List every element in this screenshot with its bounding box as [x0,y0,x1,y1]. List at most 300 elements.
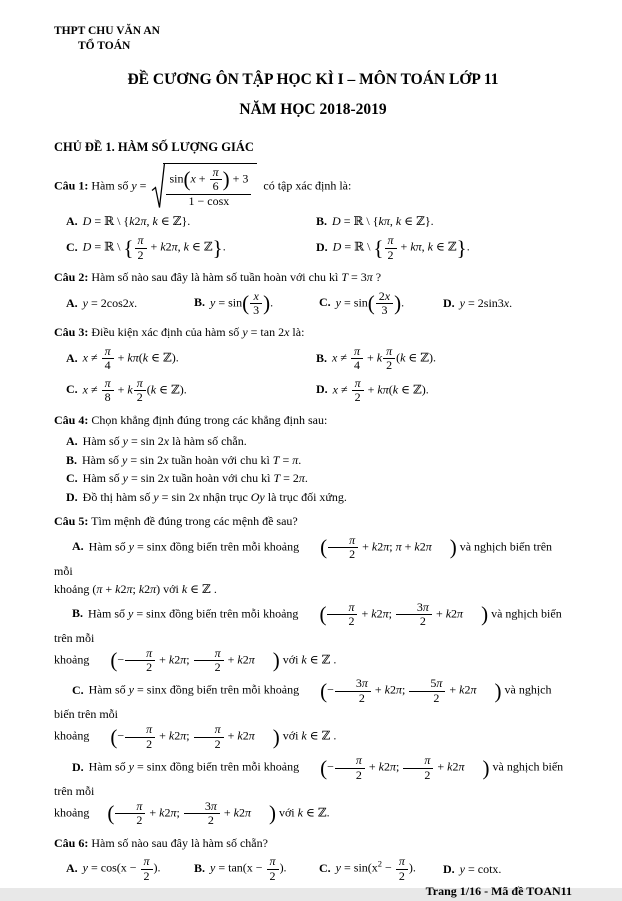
math-var: x [82,382,88,397]
denominator [166,195,251,208]
math-var: x [253,288,259,303]
answer-option [316,377,572,405]
math-var: k [237,652,243,667]
fraction [384,234,398,262]
big-paren: ( [367,291,375,316]
denominator [335,692,371,705]
text-run: 2 [146,659,153,674]
math-var: T [341,270,348,285]
big-paren: } [456,235,467,260]
text-run: = 3 [348,270,367,285]
text-run: 8 [104,390,111,405]
text-run: có tập xác định là: [260,178,352,193]
math-var: π [248,652,255,667]
big-paren: ( [320,678,328,703]
answer-option [319,855,443,883]
math-var: k [160,240,166,255]
text-run: Tìm mệnh đề đúng trong các mệnh đề sau? [91,514,298,529]
text-run: 2 [146,736,153,751]
text-run: . [466,240,470,255]
text-run: ; [176,805,183,820]
big-paren: ( [110,647,118,672]
text-run: + [224,652,238,667]
option-label: C. [66,471,78,486]
text-run: 2 [242,652,249,667]
option-label: B. [194,295,206,310]
text-run: Hàm số nào sau đây là hàm số chẵn? [91,835,268,850]
question-block [54,324,572,404]
math-var: k [400,350,406,365]
text-run: = sin 2 [128,434,164,448]
text-run: = sinx đồng biến trên mỗi khoảng [134,759,303,774]
text-run: + [147,240,161,255]
answer-option [54,754,572,828]
math-var: y [335,860,341,875]
option-label: B. [316,213,328,228]
text-run: ). [279,860,287,875]
big-paren: ( [183,167,191,192]
answer-option [316,213,572,230]
text-run: + [364,382,378,397]
text-run: 2 [144,581,151,596]
text-run: 2 [242,728,249,743]
text-run: 2 [424,767,431,782]
fraction [402,754,434,782]
fraction [395,601,433,629]
text-run: + [156,728,169,743]
math-var: x [503,295,510,310]
denominator [352,391,364,404]
answer-option [443,295,572,312]
big-paren: ( [320,535,328,560]
option-label: D. [72,759,84,774]
math-var: π [348,599,355,614]
numerator [125,723,155,737]
text-run: ∈ ℤ}. [401,213,434,228]
text-run: tuần hoàn với chu kì [169,471,274,486]
denominator [409,692,445,705]
math-var: π [395,539,402,554]
text-run: − [327,759,334,774]
text-run: . [222,240,226,255]
math-var: π [396,683,403,698]
denominator [403,769,433,782]
text-run: ∈ ℤ . [306,652,337,667]
text-run: 2 [214,736,221,751]
denominator [250,304,262,317]
denominator [328,548,358,561]
math-var: y [128,683,134,698]
math-var: π [96,581,103,596]
text-run: 2 [269,868,276,883]
math-var: k [168,652,175,667]
denominator [125,738,155,751]
math-var: k [142,350,149,365]
numerator [352,377,364,391]
question-number: Câu 2: [54,270,89,285]
math-var: π [214,722,221,737]
text-run: , [389,213,396,228]
text-run: 2 [238,805,245,820]
big-paren: { [123,235,134,260]
math-var: π [424,753,431,768]
numerator [327,601,357,615]
text-run: 5 [430,676,437,691]
answer-option [54,432,572,451]
math-var: y [122,434,128,448]
numerator [396,855,408,869]
text-run: ). [153,860,161,875]
denominator [396,615,432,628]
math-var: π [470,683,477,698]
denominator [376,304,393,317]
text-run: ≠ [337,350,350,365]
text-run: Đồ thị hàm số [82,489,154,504]
text-run: 2 [214,659,221,674]
text-run: và nghịch biến trên mỗi [54,683,552,722]
text-run: Hàm số [82,471,123,486]
question-block [54,513,572,828]
numerator [396,601,432,615]
fraction [334,754,366,782]
question-stem [54,163,572,210]
option-label: A. [66,434,78,448]
text-run: = tan 2 [247,325,285,340]
numerator [335,754,365,768]
text-run: với [279,728,302,743]
fraction [334,677,372,705]
text-run: + [146,805,160,820]
math-var: y [128,759,134,774]
math-var: x [82,350,88,365]
options-grid [54,290,572,318]
text-run: = cotx. [465,861,502,876]
text-run: 2 [390,683,396,698]
text-run: ; [396,759,403,774]
answer-option [54,488,572,507]
fraction [124,723,156,751]
text-run: là hàm số chẵn. [169,434,247,448]
text-run: Hàm số [82,452,123,467]
text-run: Hàm số [88,606,129,621]
math-var: y [210,295,216,310]
option-label: D. [443,861,455,876]
text-run: ∈ ℤ). [398,382,429,397]
question-number: Câu 1: [54,178,89,193]
text-run: 4 [353,358,360,373]
math-var: k [168,728,175,743]
numerator [335,677,371,691]
text-run: khoảng ( [54,581,97,596]
option-label: C. [66,382,78,397]
math-var: Oy [250,489,265,504]
numerator [409,677,445,691]
numerator [125,647,155,661]
text-run: = [136,178,150,193]
numerator [134,377,146,391]
fraction [133,377,147,405]
text-run: − [382,860,395,875]
numerator [376,290,393,304]
math-var: k [233,805,239,820]
answer-option [66,345,316,373]
text-run: 2 [451,606,458,621]
answer-option [66,234,316,262]
text-run: ∈ ℤ). [405,350,437,365]
fraction [124,647,156,675]
denominator [383,359,395,372]
answer-option [54,601,572,675]
math-var: π [387,233,394,248]
numerator [184,800,220,814]
math-var: π [146,645,153,660]
math-var: π [436,676,443,691]
math-var: k [371,606,377,621]
text-run: Hàm số [88,539,129,554]
denominator [210,180,222,193]
big-paren: ) [222,167,230,192]
denominator [184,814,220,827]
text-run: = sin 2 [127,452,164,467]
math-var: D [82,213,92,228]
answer-option [66,213,316,230]
text-run: ∈ ℤ). [156,382,187,397]
math-var: π [170,805,177,820]
text-run: + [363,350,377,365]
text-run: 2 [165,240,172,255]
text-run: − [117,728,125,743]
text-run: . [270,295,274,310]
text-run: = sin 2 [128,471,164,486]
denominator [351,359,363,372]
math-var: k [138,581,145,596]
header [54,24,572,54]
option-label: B. [66,452,78,467]
text-run: 2 [378,288,385,303]
text-run: là trục đối xứng. [264,489,347,504]
fraction [327,534,359,562]
text-run: ∈ ℤ [188,240,213,255]
fraction [165,166,252,208]
text-run: + [446,683,460,698]
text-run: ( [146,382,151,397]
text-run: ( [388,382,393,397]
math-var: π [210,799,217,814]
fraction [266,855,280,883]
math-var: x [284,325,290,340]
text-run: với [275,805,298,820]
text-run: với [279,652,302,667]
text-run: ≠ [338,382,351,397]
text-run: = cos(x − [88,860,140,875]
text-run: Hàm số [88,759,129,774]
text-run: = sinx đồng biến trên mỗi khoảng [134,539,303,554]
math-var: π [457,606,464,621]
text-run: = sin 2 [158,489,195,504]
math-var: y [153,489,159,504]
text-run: tuần hoàn với chu kì [168,452,273,467]
text-run: 2 [419,539,426,554]
math-var: π [248,728,255,743]
math-var: k [297,805,303,820]
option-label: C. [66,240,78,255]
math-var: k [152,213,158,228]
big-paren: { [373,235,384,260]
numerator [102,345,114,359]
math-var: π [292,452,299,467]
text-run: ; [402,683,409,698]
sqrt-expression [151,163,257,210]
big-paren: ) [263,291,271,316]
text-run: + [195,171,209,186]
math-var: k [445,606,452,621]
answer-option [54,469,572,488]
math-var: π [180,728,187,743]
option-label: C. [319,295,331,310]
answer-option [443,861,572,878]
math-var: T [273,471,281,486]
question-stem [54,835,572,852]
math-var: π [180,652,187,667]
math-var: π [143,854,150,869]
denominator [267,870,279,883]
question-block [54,163,572,262]
numerator [351,345,363,359]
fraction [350,345,364,373]
denominator [141,870,153,883]
text-run: 4 [104,358,111,373]
math-var: y [335,295,341,310]
math-var: y [122,452,128,467]
option-label: A. [66,213,78,228]
text-run: 2 [384,759,390,774]
math-var: k [378,759,384,774]
math-var: x [194,489,200,504]
math-var: π [146,722,153,737]
text-run: 6 [212,179,219,194]
department-name: TỔ TOÁN [78,39,131,52]
text-run: . [134,295,138,310]
option-label: D. [316,382,328,397]
text-run: khoảng [54,652,93,667]
text-run: + [358,606,372,621]
big-paren: ( [242,291,250,316]
fraction [382,345,396,373]
text-run: ) với [156,581,182,596]
text-run: 2 [136,813,143,828]
math-var: π [355,753,362,768]
option-label: B. [72,606,84,621]
text-run: = 2cos2 [88,295,129,310]
text-run: Điều kiện xác định của hàm số [91,325,243,340]
text-run: + [102,581,116,596]
text-run: . [401,295,405,310]
option-label: C. [319,860,331,875]
text-run: ∈ ℤ . [187,581,217,596]
math-var: k [371,539,378,554]
denominator [125,661,155,674]
math-var: kπ [378,213,390,228]
fraction [375,290,394,318]
math-var: y [210,860,216,875]
text-run: 2 [452,759,459,774]
text-run: = ℝ \ [91,240,124,255]
numerator [210,166,222,180]
math-var: k [129,213,135,228]
denominator [194,738,224,751]
text-run: 2 [174,652,181,667]
text-run: + [401,539,415,554]
big-paren: ) [272,647,280,672]
math-var: kπ [410,240,422,255]
fraction [134,234,148,262]
math-var: x [163,452,169,467]
option-label: A. [66,295,78,310]
text-run: 2 [134,213,141,228]
text-run: 2 [348,614,355,629]
math-var: π [353,343,360,358]
fraction [183,800,221,828]
option-label: B. [316,350,328,365]
big-paren: ( [320,755,328,780]
options-grid [54,345,572,405]
math-var: k [427,240,433,255]
text-run: 2 [386,358,393,373]
option-label: A. [72,539,84,554]
math-var: kπ [127,350,139,365]
answer-option [319,290,443,318]
math-var: k [376,350,383,365]
text-run: ; [186,728,193,743]
text-run: ( [138,350,143,365]
big-paren: ( [319,602,327,627]
fraction [193,723,225,751]
question-block [54,835,572,883]
fraction [326,601,358,629]
question-stem [54,324,572,341]
math-var: π [140,213,147,228]
math-var: π [382,606,389,621]
text-run: , [146,213,153,228]
math-var: π [458,759,465,774]
math-var: π [361,676,368,691]
math-var: π [354,375,361,390]
math-var: y [131,178,137,193]
text-run: 2 [207,813,214,828]
big-paren: ) [482,755,490,780]
answer-option [316,234,572,262]
text-run: 3 [416,599,423,614]
numerator [328,534,358,548]
numerator [115,800,145,814]
question-number: Câu 6: [54,835,89,850]
math-var: π [298,471,305,486]
math-var: x [163,471,170,486]
math-var: y [82,860,88,875]
answer-option [194,855,319,883]
text-run: ? [372,270,382,285]
fraction [101,377,115,405]
option-label: C. [72,683,84,698]
question-number: Câu 4: [54,412,89,427]
text-run: = sin [215,295,243,310]
text-run: và nghịch biến trên mỗi [54,539,553,578]
text-run: , [177,240,184,255]
fraction [249,290,263,318]
text-run: và nghịch biến trên mỗi [54,606,562,645]
text-run: 2 [377,539,384,554]
question-stem [54,269,572,286]
